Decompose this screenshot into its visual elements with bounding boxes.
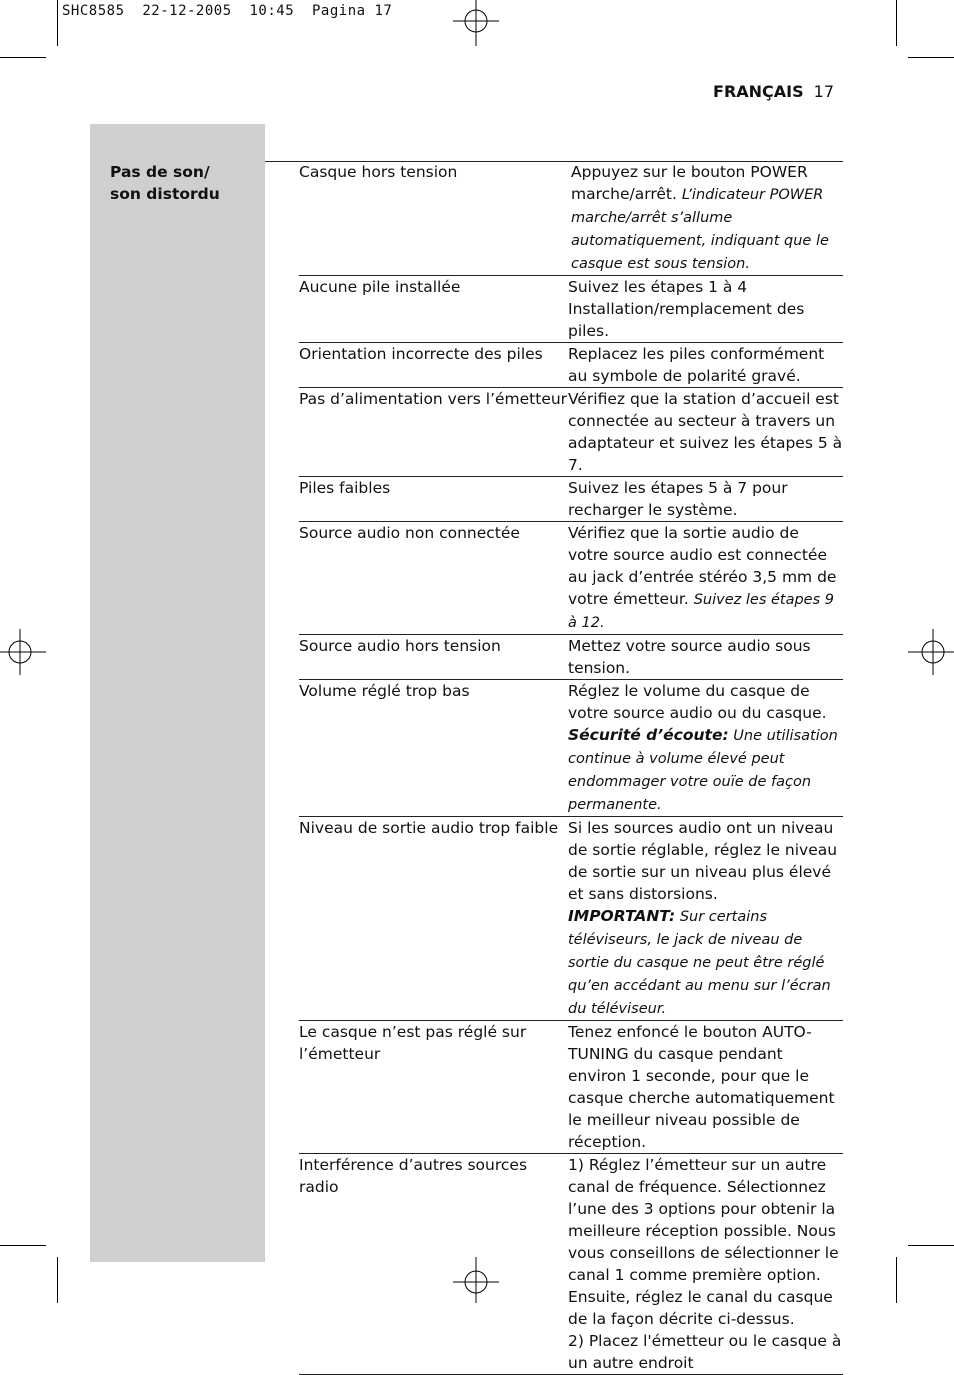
remedy-text: 2) Placez l'émetteur ou le casque à un autre endroit bbox=[568, 1332, 842, 1372]
remedy-cell bbox=[568, 817, 843, 1020]
page-number: 17 bbox=[813, 82, 834, 101]
remedy-cell: Suivez les étapes 5 à 7 pour recharger le système. bbox=[568, 479, 788, 519]
table-row bbox=[299, 275, 843, 342]
remedy-cell: Mettez votre source audio sous tension. bbox=[568, 637, 811, 677]
table-row bbox=[299, 1020, 843, 1153]
sidebar-band bbox=[90, 124, 265, 1262]
remedy-note: Sur certains téléviseurs, le jack de niveau de sortie du casque ne peut être réglé qu’en accédant au menu sur l’écran du téléviseur. bbox=[568, 909, 831, 1017]
registration-mark-left-icon bbox=[0, 629, 46, 675]
crop-mark-bottom-left-vertical bbox=[57, 1257, 58, 1303]
remedy-text: Si les sources audio ont un niveau de sortie réglable, réglez le niveau de sortie sur un niveau plus élevé et sans distorsions. bbox=[568, 819, 838, 903]
table-row bbox=[299, 634, 843, 679]
crop-mark-top-right-vertical bbox=[896, 0, 897, 46]
remedy-text: 1) Réglez l’émetteur sur un autre canal de fréquence. Sélectionnez l’une des 3 options pour obtenir la meilleure réception possible. Nous vous conseillons de sélectionner le canal 1 comme première option. Ensuite, réglez le canal du casque de la façon décrite ci-dessus. bbox=[568, 1156, 839, 1328]
cause-cell: Aucune pile installée bbox=[299, 278, 461, 296]
remedy-text: Réglez le volume du casque de votre source audio ou du casque. bbox=[568, 682, 827, 722]
table-row bbox=[299, 476, 843, 521]
remedy-cell: Suivez les étapes 1 à 4 Installation/remplacement des piles. bbox=[568, 278, 805, 340]
cause-cell: Pas d’alimentation vers l’émetteur bbox=[299, 390, 568, 408]
remedy-cell: Tenez enfoncé le bouton AUTO-TUNING du casque pendant environ 1 seconde, pour que le casque cherche automatiquement le meilleur niveau possible de réception. bbox=[568, 1023, 835, 1151]
cause-cell: Volume réglé trop bas bbox=[299, 682, 470, 700]
cause-cell: Orientation incorrecte des piles bbox=[299, 345, 543, 363]
remedy-text: Appuyez sur le bouton POWER marche/arrêt. bbox=[571, 163, 808, 203]
crop-mark-top-left-vertical bbox=[57, 0, 58, 46]
table-row bbox=[299, 342, 843, 387]
remedy-cell bbox=[568, 1154, 843, 1374]
cause-cell: Piles faibles bbox=[299, 479, 391, 497]
cause-cell: Niveau de sortie audio trop faible bbox=[299, 819, 559, 837]
crop-mark-bottom-right-vertical bbox=[896, 1257, 897, 1303]
table-row bbox=[299, 387, 843, 476]
remedy-cell: Replacez les piles conformément au symbole de polarité gravé. bbox=[568, 345, 825, 385]
remedy-note: Suivez les étapes 9 à 12. bbox=[568, 592, 834, 631]
table-row bbox=[299, 521, 843, 634]
table-row bbox=[299, 161, 843, 275]
remedy-note: Une utilisation continue à volume élevé peut endommager votre ouïe de façon permanente. bbox=[568, 728, 838, 813]
running-header bbox=[713, 82, 834, 101]
registration-mark-right-icon bbox=[908, 629, 954, 675]
registration-mark-top-icon bbox=[453, 0, 499, 46]
remedy-cell: Vérifiez que la station d’accueil est connectée au secteur à travers un adaptateur et suivez les étapes 5 à 7. bbox=[568, 390, 843, 474]
print-slug: SHC8585 22-12-2005 10:45 Pagina 17 bbox=[62, 3, 393, 19]
problem-category-line: son distordu bbox=[110, 185, 220, 203]
remedy-cell bbox=[568, 161, 843, 275]
crop-mark-bottom-right-horizontal bbox=[908, 1245, 954, 1246]
cause-cell: Le casque n’est pas réglé sur l’émetteur bbox=[299, 1023, 527, 1063]
cause-cell: Source audio non connectée bbox=[299, 524, 520, 542]
important-label: IMPORTANT: bbox=[568, 907, 676, 925]
crop-mark-top-right-horizontal bbox=[908, 57, 954, 58]
table-row bbox=[299, 1153, 843, 1375]
table-row bbox=[299, 679, 843, 816]
remedy-cell bbox=[568, 522, 843, 634]
language-label: FRANÇAIS bbox=[713, 82, 804, 101]
troubleshooting-table bbox=[299, 161, 843, 1375]
remedy-note: L’indicateur POWER marche/arrêt s’allume automatiquement, indiquant que le casque est sous tension. bbox=[571, 187, 829, 272]
table-row bbox=[299, 816, 843, 1020]
problem-category bbox=[110, 161, 260, 205]
remedy-text: Vérifiez que la sortie audio de votre source audio est connectée au jack d’entrée stéréo 3,5 mm de votre émetteur. bbox=[568, 524, 837, 608]
cause-cell: Casque hors tension bbox=[299, 163, 458, 181]
safety-warning-label: Sécurité d’écoute: bbox=[568, 726, 729, 744]
crop-mark-top-left-horizontal bbox=[0, 57, 46, 58]
cause-cell: Source audio hors tension bbox=[299, 637, 501, 655]
problem-category-line: Pas de son/ bbox=[110, 163, 210, 181]
remedy-cell bbox=[568, 680, 843, 816]
cause-cell: Interférence d’autres sources radio bbox=[299, 1156, 528, 1196]
crop-mark-bottom-left-horizontal bbox=[0, 1245, 46, 1246]
